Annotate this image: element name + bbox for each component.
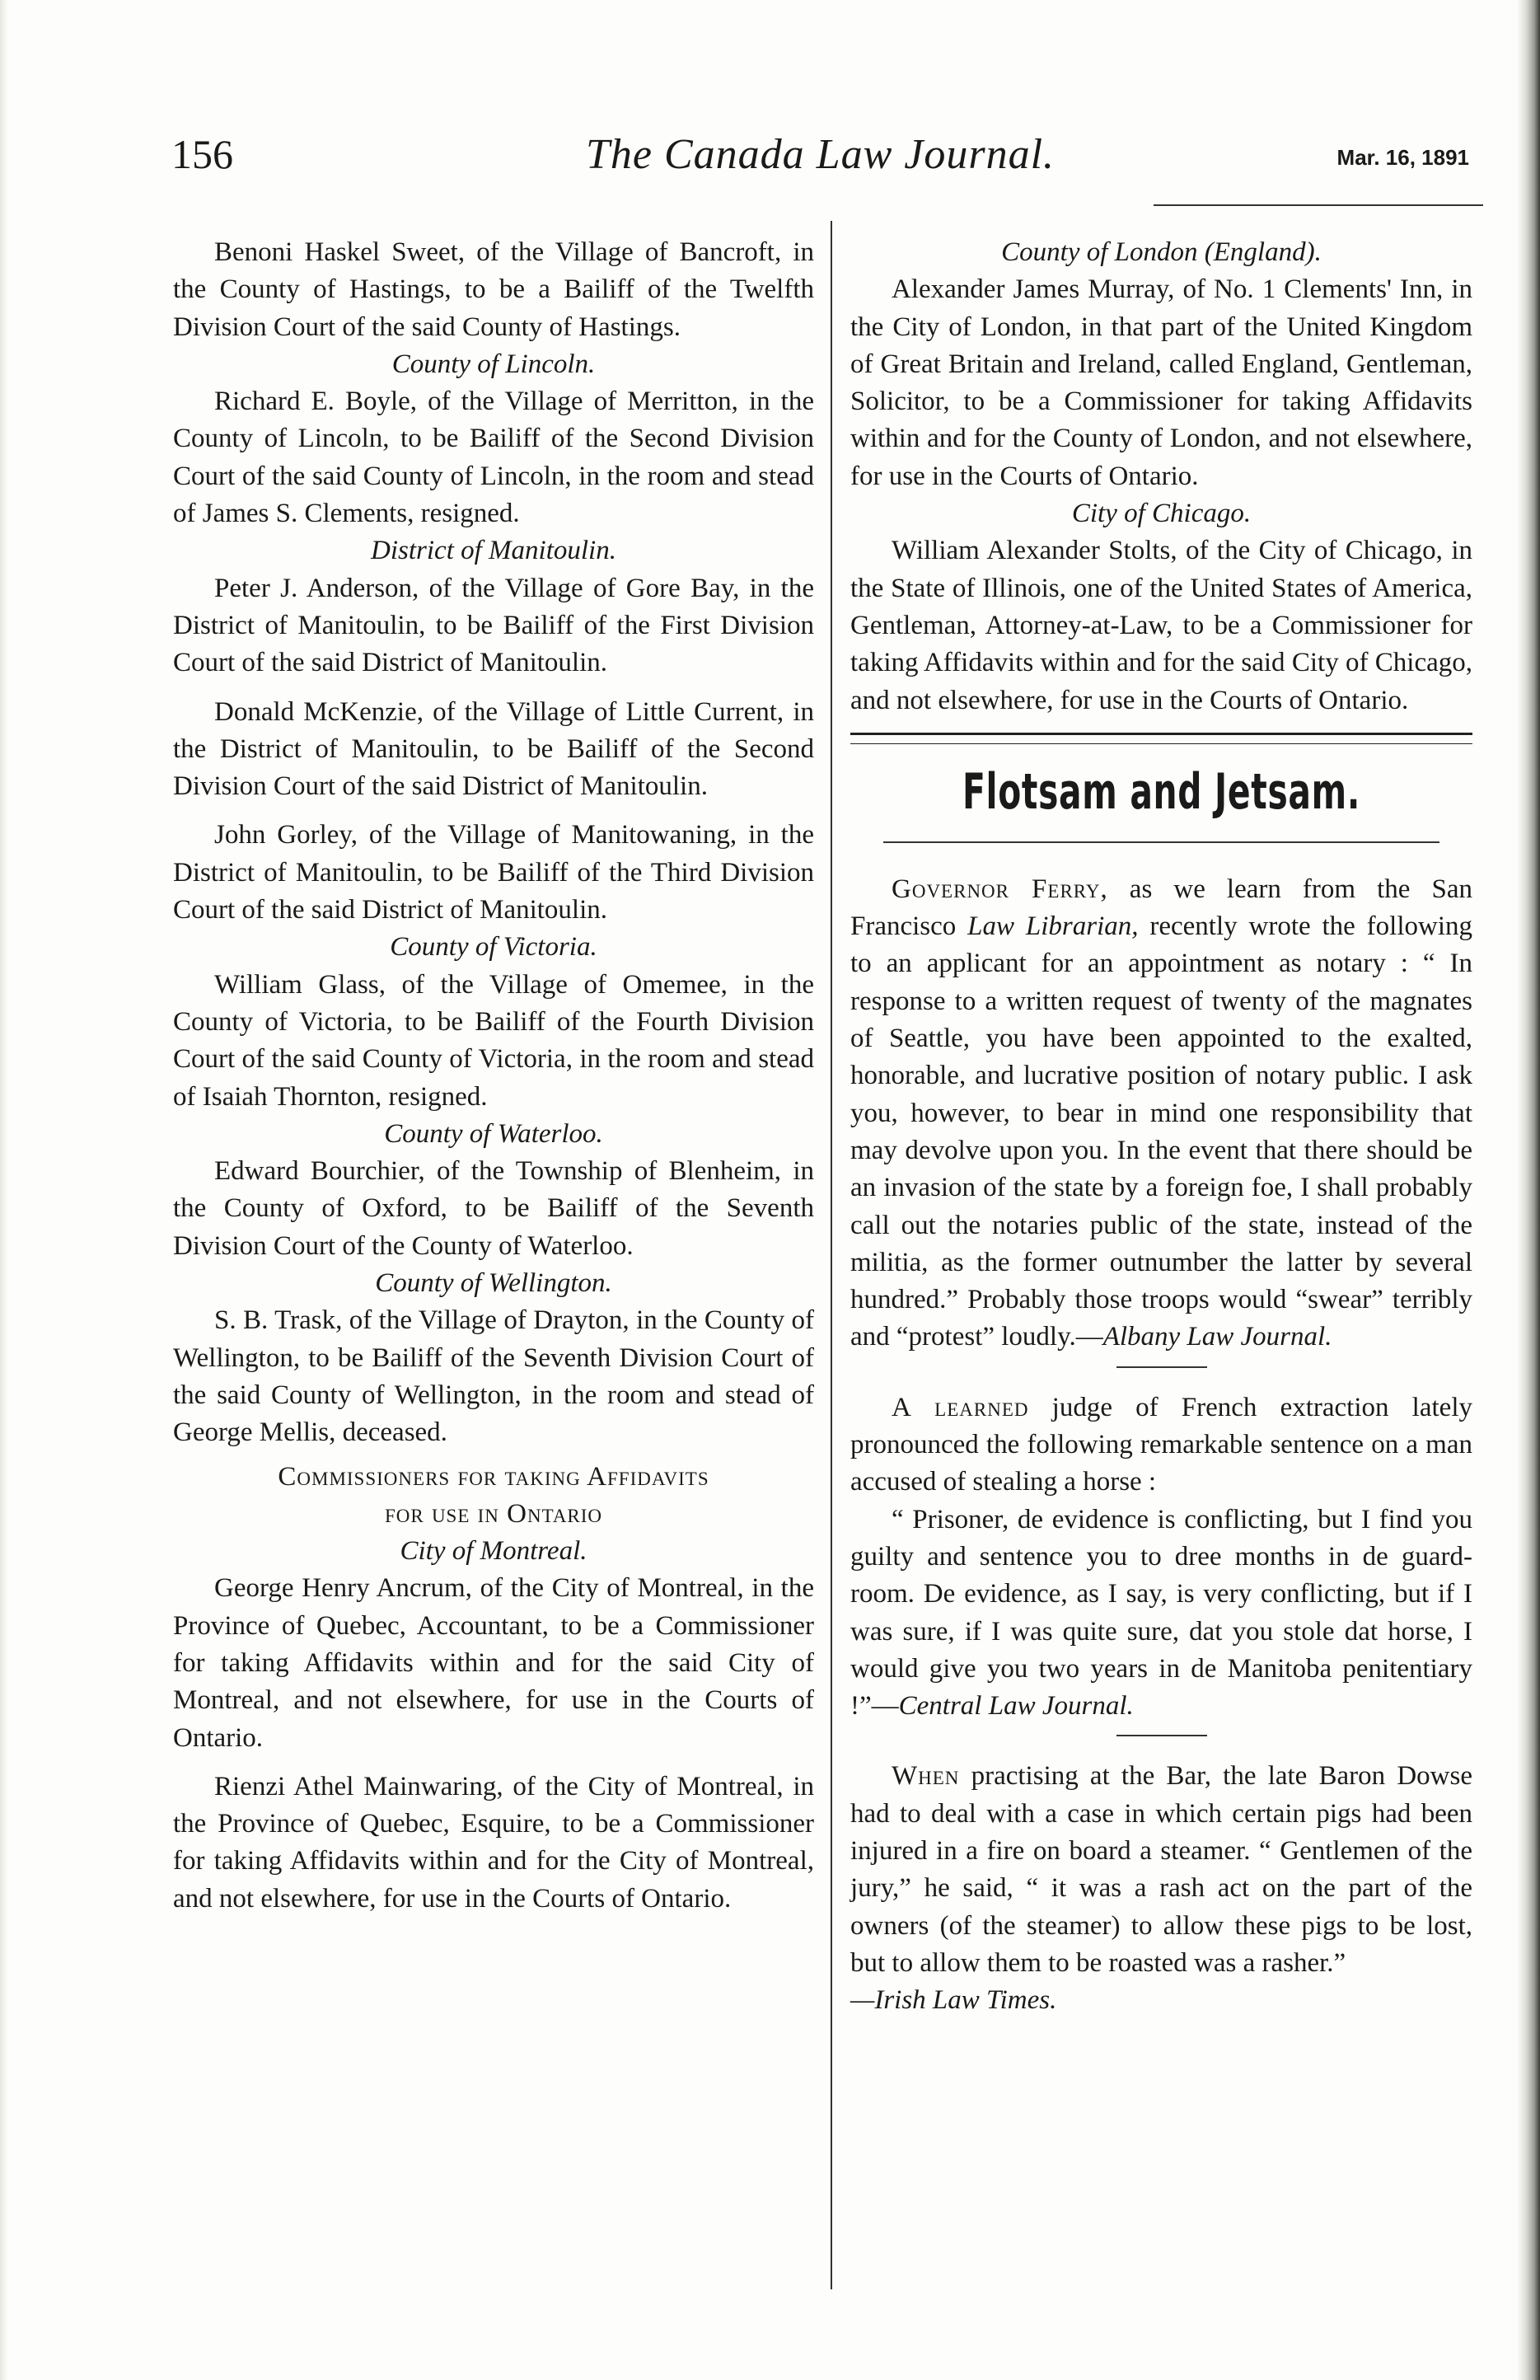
text-run: recently wrote the following to an applicant for an appointment as notary : “ In response to a written request of twenty of the magnates of Seattle, you have been appointed to the exalted, honorable, and lucrative position of notary public. I ask you, however, to bear in mind one responsibility that may devolve upon you. In the event that there should be an invasion of the state by a foreign foe, I shall probably call out the notaries public of the state, instead of the militia, as the former outnumber the latter by several hundred.” Probably those troops would “swear” terribly and “protest” loudly.— — [850, 911, 1472, 1352]
source-citation: Albany Law Journal. — [1102, 1322, 1332, 1352]
left-column — [173, 234, 814, 1918]
lead-words: When — [892, 1761, 960, 1792]
paragraph: Peter J. Anderson, of the Village of Gore Bay, in the District of Manitoulin, to be Bailiff of the First Division Court of the said District of Manitoulin. — [173, 573, 814, 678]
paragraph: Edward Bourchier, of the Township of Blenheim, in the County of Oxford, to be Bailiff of the Seventh Division Court of the County of Waterloo. — [173, 1156, 814, 1261]
quote-paragraph — [850, 1502, 1472, 1726]
paragraph: George Henry Ancrum, of the City of Montreal, in the Province of Quebec, Accountant, to be a Commissioner for taking Affidavits within and for the said City of Montreal, and not elsewhere, for use in the Courts of Ontario. — [173, 1573, 814, 1753]
paragraph: Rienzi Athel Mainwaring, of the City of Montreal, in the Province of Quebec, Esquire, to be a Commissioner for taking Affidavits within and for the City of Montreal, and not elsewhere, for use in the Courts of Ontario. — [173, 1771, 814, 1914]
source-citation: —Irish Law Times. — [850, 1985, 1057, 2016]
column-divider — [831, 221, 832, 2289]
section-heading: County of London (England). — [1001, 237, 1322, 267]
commissioners-subheading: for use in Ontario — [384, 1498, 603, 1529]
text-run: as we learn from the San Francisco — [850, 874, 1472, 942]
lead-words: Governor Ferry, — [892, 874, 1108, 904]
section-heading: County of Wellington. — [375, 1268, 612, 1299]
anecdote-governor-ferry — [850, 871, 1472, 1356]
journal-title: The Canada Law Journal. — [585, 131, 1056, 178]
text-run: practising at the Bar, the late Baron Dowse had to deal with a case in which certain pigs had been injured in a fire on board a steamer. “ Gentlemen of the jury,” he said, “ it was a rash act on the part of the owners (of the steamer) to allow these pigs to be lost, but to allow them to be roasted was a rasher.” — [850, 1761, 1472, 1978]
source-citation: Central Law Journal. — [898, 1691, 1134, 1722]
right-column — [850, 234, 1472, 2019]
anecdote-french-judge — [850, 1389, 1472, 1502]
section-heading: County of Waterloo. — [384, 1118, 603, 1149]
section-heading: City of Chicago. — [1071, 499, 1252, 529]
section-heading: District of Manitoulin. — [371, 536, 616, 566]
paragraph: S. B. Trask, of the Village of Drayton, in the County of Wellington, to be Bailiff of the Seventh Division Court of the said County of Wellington, in the room and stead of George Mellis, deceased. — [173, 1305, 814, 1448]
running-header — [171, 130, 1469, 196]
paragraph: William Alexander Stolts, of the City of Chicago, in the State of Illinois, one of the United States of America, Gentleman, Attorney-at-Law, to be a Commissioner for taking Affidavits within and for the said City of Chicago, and not elsewhere, for use in the Courts of Ontario. — [850, 536, 1472, 715]
anecdote-baron-dowse — [850, 1758, 1472, 1982]
title-rule — [883, 841, 1439, 843]
paragraph: John Gorley, of the Village of Manitowaning, in the District of Manitoulin, to be Bailiff of the Third Division Court of the said District of Manitoulin. — [173, 820, 814, 925]
paragraph: Richard E. Boyle, of the Village of Merritton, in the County of Lincoln, to be Bailiff of the Second Division Court of the said County of Lincoln, in the room and stead of James S. Clements, resigned. — [173, 387, 814, 529]
issue-date: Mar. 16, 1891 — [1336, 145, 1469, 170]
separator-rule — [1116, 1735, 1207, 1736]
text-run: judge of French extraction lately pronounced the following remarkable sentence on a man accused of stealing a horse : — [850, 1392, 1472, 1497]
section-heading: County of Victoria. — [390, 932, 597, 963]
double-rule — [850, 733, 1472, 744]
italic-run: Law Librarian, — [967, 911, 1139, 942]
paragraph: William Glass, of the Village of Omemee, in the County of Victoria, to be Bailiff of the Fourth Division Court of the said County of Victoria, in the room and stead of Isaiah Thornton, resigned. — [173, 969, 814, 1112]
page-edge-right — [1517, 0, 1540, 2380]
commissioners-heading: Commissioners for taking Affidavits — [278, 1461, 709, 1492]
page-edge-left — [0, 0, 8, 2380]
flotsam-jetsam-title: Flotsam and Jetsam. — [962, 762, 1361, 821]
header-rule — [1154, 204, 1483, 206]
paragraph: Alexander James Murray, of No. 1 Clements' Inn, in the City of London, in that part of the United Kingdom of Great Britain and Ireland, called England, Gentleman, Solicitor, to be a Commissioner for taking Affidavits within and for the County of London, and not elsewhere, for use in the Courts of Ontario. — [850, 274, 1472, 491]
lead-words: A learned — [892, 1392, 1029, 1422]
page-number: 156 — [171, 131, 233, 177]
section-heading: County of Lincoln. — [391, 349, 596, 379]
paragraph: Benoni Haskel Sweet, of the Village of Bancroft, in the County of Hastings, to be a Bailiff of the Twelfth Division Court of the said County of Hastings. — [173, 237, 814, 342]
section-heading: City of Montreal. — [400, 1536, 587, 1567]
separator-rule — [1116, 1366, 1207, 1368]
text-run: “ Prisoner, de evidence is conflicting, but I find you guilty and sentence you to dree months in de guard-room. De evidence, as I say, is very conflicting, but if I was sure, if I was quite sure, dat you stole dat horse, I would give you two years in de Manitoba penitentiary !”— — [850, 1504, 1472, 1722]
paragraph: Donald McKenzie, of the Village of Little Current, in the District of Manitoulin, to be Bailiff of the Second Division Court of the said District of Manitoulin. — [173, 696, 814, 802]
